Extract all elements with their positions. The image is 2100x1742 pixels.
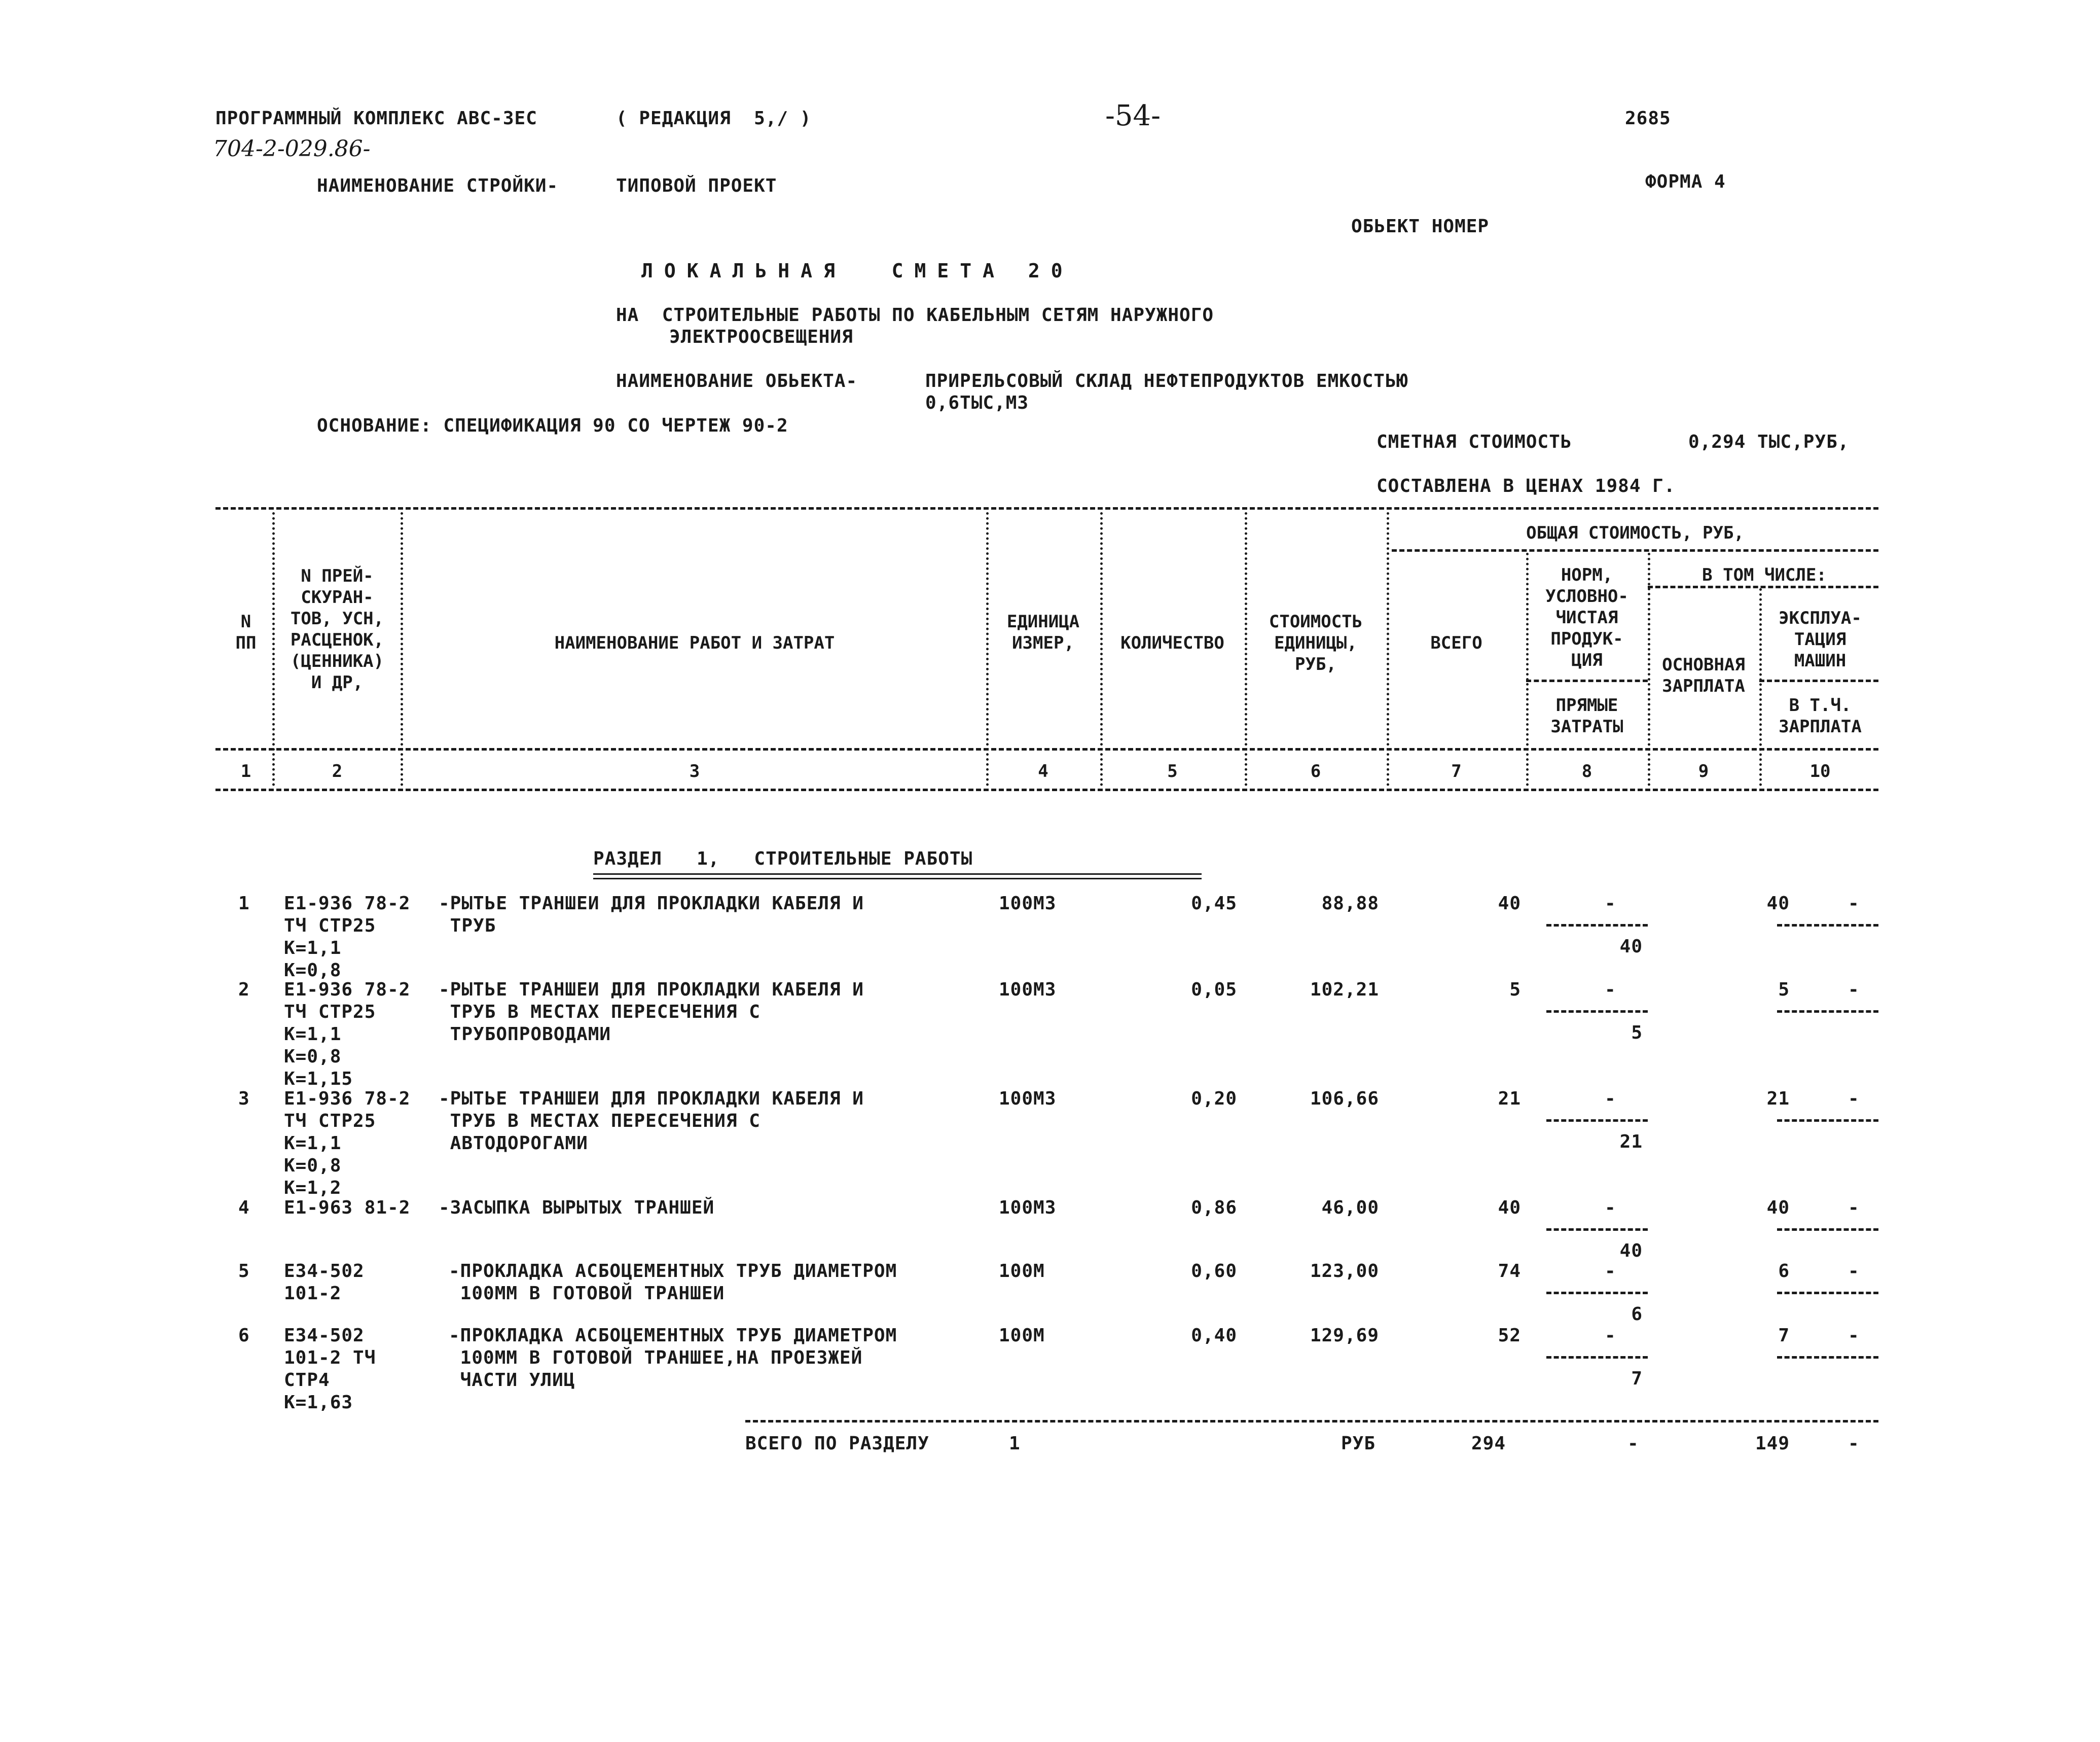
row-total: 5 (1509, 979, 1521, 1000)
row-name: -ПРОКЛАДКА АСБОЦЕМЕНТНЫХ ТРУБ ДИАМЕТРОМ 100ММ В ГОТОВОЙ ТРАНШЕИ (449, 1261, 897, 1304)
row-col8: - (1605, 1088, 1616, 1109)
row-col8: - (1605, 893, 1616, 914)
construction-label: НАИМЕНОВАНИЕ СТРОЙКИ- (317, 175, 559, 196)
program-name: ПРОГРАММНЫЙ КОМПЛЕКС АВС-ЗЕС (215, 108, 537, 129)
row-number: 6 (238, 1325, 250, 1346)
row-code: Е1-936 78-2 ТЧ СТР25 К=1,1 К=0,8 К=1,2 (284, 1088, 411, 1198)
row-code: Е1-936 78-2 ТЧ СТР25 К=1,1 К=0,8 (284, 893, 411, 981)
row-col10-wage: - (1848, 1088, 1860, 1109)
footer-unit: РУБ (1341, 1433, 1376, 1454)
footer-label: ВСЕГО ПО РАЗДЕЛУ (745, 1433, 929, 1454)
object-value-line1: ПРИРЕЛЬСОВЫЙ СКЛАД НЕФТЕПРОДУКТОВ ЕМКОСТЬЮ (925, 371, 1408, 392)
footer-col8: - (1627, 1433, 1639, 1454)
header-col7: ВСЕГО (1430, 633, 1482, 653)
row-qty: 0,40 (1191, 1325, 1237, 1346)
row-col8: - (1605, 1197, 1616, 1218)
col-number: 5 (1167, 761, 1178, 781)
row-price: 106,66 (1310, 1088, 1379, 1109)
footer-col10: 149 (1755, 1433, 1790, 1454)
header-col4: ЕДИНИЦА ИЗМЕР, (1006, 612, 1080, 653)
row-code: Е1-963 81-2 (284, 1197, 411, 1218)
footer-rule (745, 1420, 1878, 1423)
row-name: -РЫТЬЕ ТРАНШЕИ ДЛЯ ПРОКЛАДКИ КАБЕЛЯ И ТРУБ В МЕСТАХ ПЕРЕСЕЧЕНИЯ С АВТОДОРОГАМИ (439, 1088, 864, 1154)
row-price: 123,00 (1310, 1261, 1379, 1282)
row-code: Е34-502 101-2 ТЧ СТР4 К=1,63 (284, 1325, 376, 1413)
row-unit: 100М3 (999, 1088, 1057, 1109)
row-price: 129,69 (1310, 1325, 1379, 1346)
row-col10: 7 (1778, 1325, 1790, 1346)
edition: ( РЕДАКЦИЯ 5,/ ) (616, 108, 812, 129)
footer-col10-wage: - (1848, 1433, 1860, 1454)
row-total: 40 (1498, 1197, 1521, 1218)
document-number: 2685 (1625, 108, 1671, 129)
subtotal-rule (1546, 1119, 1648, 1122)
col-number: 4 (1038, 761, 1048, 781)
row-col10-wage: - (1848, 893, 1860, 914)
header-col9: ОСНОВНАЯ ЗАРПЛАТА (1662, 655, 1745, 696)
subject-line1: НА СТРОИТЕЛЬНЫЕ РАБОТЫ ПО КАБЕЛЬНЫМ СЕТЯМ НАРУЖНОГО (616, 305, 1214, 326)
row-qty: 0,86 (1191, 1197, 1237, 1218)
cost-value: 0,294 ТЫС,РУБ, (1688, 432, 1850, 452)
row-name: -РЫТЬЕ ТРАНШЕИ ДЛЯ ПРОКЛАДКИ КАБЕЛЯ И ТРУБ (439, 893, 864, 936)
row-price: 102,21 (1310, 979, 1379, 1000)
row-col10: 40 (1766, 1197, 1790, 1218)
col-number: 7 (1451, 761, 1462, 781)
row-number: 3 (238, 1088, 250, 1109)
row-col10-wage: - (1848, 1197, 1860, 1218)
price-level: СОСТАВЛЕНА В ЦЕНАХ 1984 Г. (1377, 476, 1676, 496)
header-col3: НАИМЕНОВАНИЕ РАБОТ И ЗАТРАТ (554, 633, 835, 653)
row-unit: 100М3 (999, 893, 1057, 914)
incl-rule (1648, 586, 1878, 588)
section-underline (593, 873, 1202, 879)
subtotal-rule (1777, 1010, 1878, 1013)
row-col10-wage: - (1848, 979, 1860, 1000)
header-col1: N ПП (235, 612, 257, 653)
object-number: ОБЬЕКТ НОМЕР (1351, 216, 1490, 237)
subtotal-rule (1777, 924, 1878, 927)
row-unit: 100М (999, 1261, 1045, 1282)
header-bottom-rule (215, 748, 1878, 751)
row-col10-wage: - (1848, 1325, 1860, 1346)
row-price: 88,88 (1321, 893, 1379, 914)
col-number: 9 (1698, 761, 1709, 781)
row-unit: 100М (999, 1325, 1045, 1346)
object-value-line2: 0,6ТЫС,М3 (925, 393, 1029, 413)
row-code: Е34-502 101-2 (284, 1261, 365, 1304)
header-col10-top: ЭКСПЛУА- ТАЦИЯ МАШИН (1779, 608, 1862, 671)
section-title: РАЗДЕЛ 1, СТРОИТЕЛЬНЫЕ РАБОТЫ (593, 848, 973, 869)
row-name: -ПРОКЛАДКА АСБОЦЕМЕНТНЫХ ТРУБ ДИАМЕТРОМ 100ММ В ГОТОВОЙ ТРАНШЕЕ,НА ПРОЕЗЖЕЙ ЧАСТИ УЛИЦ (449, 1325, 897, 1391)
header-col5: КОЛИЧЕСТВО (1120, 633, 1224, 653)
col8-split-rule (1526, 680, 1648, 682)
document-title: ЛОКАЛЬНАЯ СМЕТА 20 (641, 260, 1074, 282)
subject-line2: ЭЛЕКТРООСВЕЩЕНИЯ (669, 327, 853, 347)
header-total-cost: ОБЩАЯ СТОИМОСТЬ, РУБ, (1526, 523, 1744, 543)
row-number: 2 (238, 979, 250, 1000)
subtotal-rule (1546, 924, 1648, 927)
row-qty: 0,60 (1191, 1261, 1237, 1282)
row-price: 46,00 (1321, 1197, 1379, 1218)
page-number: -54- (1105, 99, 1161, 132)
row-col8-direct: 5 (1631, 1022, 1643, 1043)
row-unit: 100М3 (999, 1197, 1057, 1218)
row-col10: 5 (1778, 979, 1790, 1000)
subtotal-rule (1777, 1228, 1878, 1231)
row-number: 1 (238, 893, 250, 914)
row-code: Е1-936 78-2 ТЧ СТР25 К=1,1 К=0,8 К=1,15 (284, 979, 411, 1089)
subtotal-rule (1546, 1292, 1648, 1294)
header-col6: СТОИМОСТЬ ЕДИНИЦЫ, РУБ, (1269, 612, 1363, 674)
row-col8-direct: 6 (1631, 1304, 1643, 1325)
row-total: 40 (1498, 893, 1521, 914)
row-col10: 21 (1766, 1088, 1790, 1109)
subtotal-rule (1546, 1010, 1648, 1013)
subtotal-rule (1777, 1119, 1878, 1122)
col-number: 1 (240, 761, 251, 781)
numbers-bottom-rule (215, 789, 1878, 791)
total-cost-rule (1392, 549, 1878, 552)
header-col10-bottom: В Т.Ч. ЗАРПЛАТА (1779, 695, 1862, 737)
subtotal-rule (1777, 1356, 1878, 1359)
col-number: 2 (332, 761, 343, 781)
row-col8-direct: 40 (1619, 1240, 1643, 1261)
row-col8: - (1605, 979, 1616, 1000)
col-number: 3 (689, 761, 700, 781)
row-col10: 6 (1778, 1261, 1790, 1282)
row-col8-direct: 21 (1619, 1131, 1643, 1152)
col-number: 8 (1581, 761, 1592, 781)
basis: ОСНОВАНИЕ: СПЕЦИФИКАЦИЯ 90 СО ЧЕРТЕЖ 90-2 (317, 415, 788, 436)
subtotal-rule (1546, 1228, 1648, 1231)
footer-section: 1 (1009, 1433, 1021, 1454)
row-total: 21 (1498, 1088, 1521, 1109)
row-unit: 100М3 (999, 979, 1057, 1000)
footer-total: 294 (1471, 1433, 1506, 1454)
row-total: 74 (1498, 1261, 1521, 1282)
subtotal-rule (1777, 1292, 1878, 1294)
header-incl: В ТОМ ЧИСЛЕ: (1702, 565, 1827, 585)
header-col8-bottom: ПРЯМЫЕ ЗАТРАТЫ (1550, 695, 1623, 737)
row-col10: 40 (1766, 893, 1790, 914)
row-col8-direct: 7 (1631, 1368, 1643, 1389)
cost-label: СМЕТНАЯ СТОИМОСТЬ (1377, 432, 1572, 452)
row-number: 5 (238, 1261, 250, 1282)
row-number: 4 (238, 1197, 250, 1218)
col10-split-rule (1759, 680, 1878, 682)
row-col8: - (1605, 1325, 1616, 1346)
row-qty: 0,05 (1191, 979, 1237, 1000)
header-col8-top: НОРМ, УСЛОВНО- ЧИСТАЯ ПРОДУК- ЦИЯ (1545, 565, 1628, 670)
row-col8: - (1605, 1261, 1616, 1282)
form-label: ФОРМА 4 (1645, 171, 1726, 192)
table-top-rule (215, 507, 1878, 510)
header-col2: N ПРЕЙ- СКУРАН- ТОВ, УСН, РАСЦЕНОК, (ЦЕННИКА) И ДР, (290, 566, 384, 693)
row-name: -РЫТЬЕ ТРАНШЕИ ДЛЯ ПРОКЛАДКИ КАБЕЛЯ И ТРУБ В МЕСТАХ ПЕРЕСЕЧЕНИЯ С ТРУБОПРОВОДАМИ (439, 979, 864, 1045)
row-col8-direct: 40 (1619, 936, 1643, 957)
row-name: -ЗАСЫПКА ВЫРЫТЫХ ТРАНШЕЙ (439, 1197, 715, 1218)
col-divider (272, 512, 275, 786)
col-number: 10 (1809, 761, 1831, 781)
col-number: 6 (1310, 761, 1321, 781)
object-label: НАИМЕНОВАНИЕ ОБЬЕКТА- (616, 371, 858, 392)
row-total: 52 (1498, 1325, 1521, 1346)
col-divider (401, 512, 403, 786)
row-qty: 0,45 (1191, 893, 1237, 914)
row-col10-wage: - (1848, 1261, 1860, 1282)
handwritten-code: 704-2-029.86- (213, 136, 371, 162)
construction-value: ТИПОВОЙ ПРОЕКТ (616, 175, 777, 196)
subtotal-rule (1546, 1356, 1648, 1359)
row-qty: 0,20 (1191, 1088, 1237, 1109)
